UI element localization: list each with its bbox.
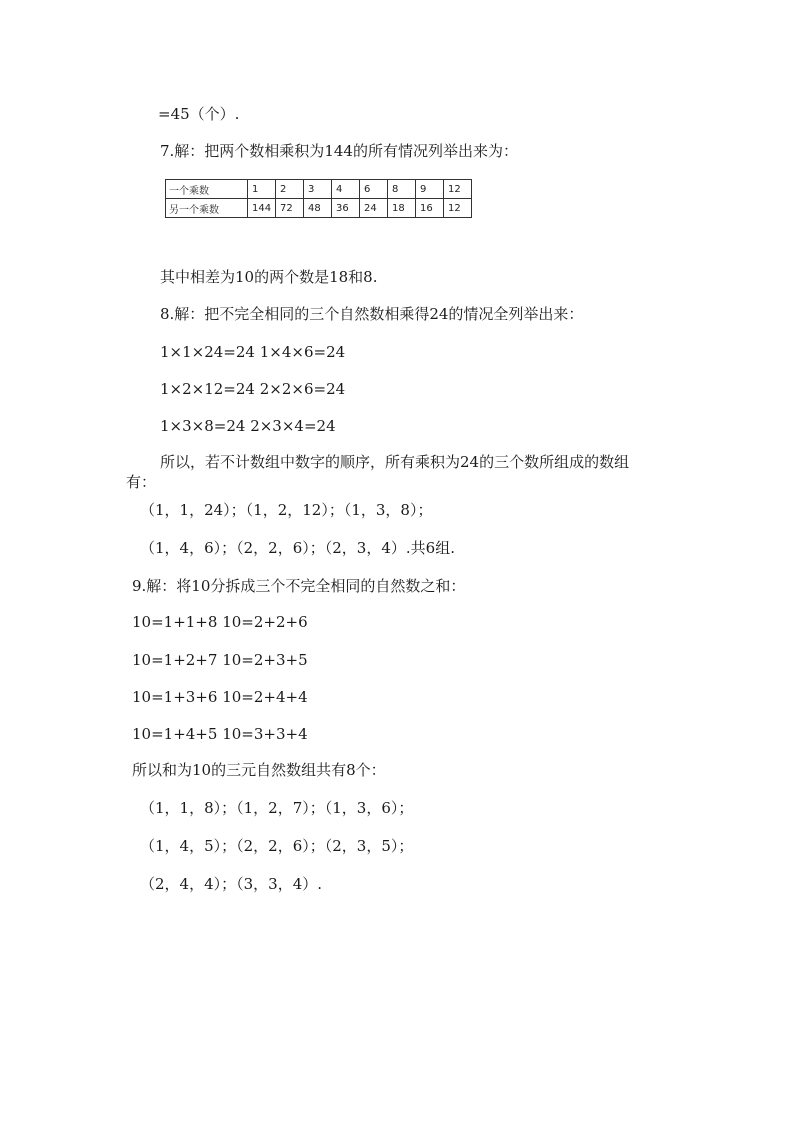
table-cell: 72 (276, 199, 304, 218)
table-cell: 16 (416, 199, 444, 218)
q9-sum-row: 10=1+2+7 10=2+3+5 (132, 651, 308, 669)
q8-summary: 所以，若不计数组中数字的顺序，所有乘积为24的三个数所组成的数组 (160, 453, 630, 471)
q8-intro: 8.解：把不完全相同的三个自然数相乘得24的情况全列举出来： (160, 305, 584, 323)
q9-sum-row: 10=1+4+5 10=3+3+4 (132, 725, 308, 743)
table-cell: 18 (388, 199, 416, 218)
q9-groups-line: （1，4，5）；（2，2，6）；（2，3，5）； (140, 837, 414, 855)
table-cell: 8 (388, 180, 416, 199)
table-cell: 6 (360, 180, 388, 199)
q9-sum-row: 10=1+3+6 10=2+4+4 (132, 688, 308, 706)
table-cell: 9 (416, 180, 444, 199)
row-header-first-factor: 一个乘数 (166, 180, 248, 199)
q9-summary: 所以和为10的三元自然数组共有8个： (132, 761, 386, 779)
second-factor-row (166, 199, 472, 218)
q8-groups-line: （1，1，24）；（1，2，12）；（1，3，8）； (140, 501, 433, 519)
table-cell: 24 (360, 199, 388, 218)
table-cell: 48 (304, 199, 332, 218)
q8-product-row: 1×3×8=24 2×3×4=24 (160, 417, 336, 435)
q7-result: 其中相差为10的两个数是18和8. (160, 268, 378, 286)
q9-sum-row: 10=1+1+8 10=2+2+6 (132, 613, 308, 631)
table-cell: 36 (332, 199, 360, 218)
q8-product-row: 1×1×24=24 1×4×6=24 (160, 343, 346, 361)
table-cell: 1 (248, 180, 276, 199)
q8-product-row: 1×2×12=24 2×2×6=24 (160, 380, 346, 398)
factor-pairs-table (165, 179, 472, 218)
q8-groups-line: （1，4，6）；（2，2，6）；（2，3，4）.共6组. (140, 539, 455, 557)
table-cell: 144 (248, 199, 276, 218)
q9-groups-line: （1，1，8）；（1，2，7）；（1，3，6）； (140, 799, 414, 817)
table-cell: 3 (304, 180, 332, 199)
q7-intro: 7.解：把两个数相乘积为144的所有情况列举出来为： (160, 142, 518, 160)
q9-intro: 9.解：将10分拆成三个不完全相同的自然数之和： (132, 577, 466, 595)
carried-result-line: =45（个）. (158, 105, 240, 123)
q8-summary-continued: 有： (126, 473, 157, 491)
table-cell: 4 (332, 180, 360, 199)
first-factor-row (166, 180, 472, 199)
table-cell: 12 (444, 180, 472, 199)
row-header-second-factor: 另一个乘数 (166, 199, 248, 218)
table-cell: 2 (276, 180, 304, 199)
q9-groups-line: （2，4，4）；（3，3，4）. (140, 875, 323, 893)
table-cell: 12 (444, 199, 472, 218)
